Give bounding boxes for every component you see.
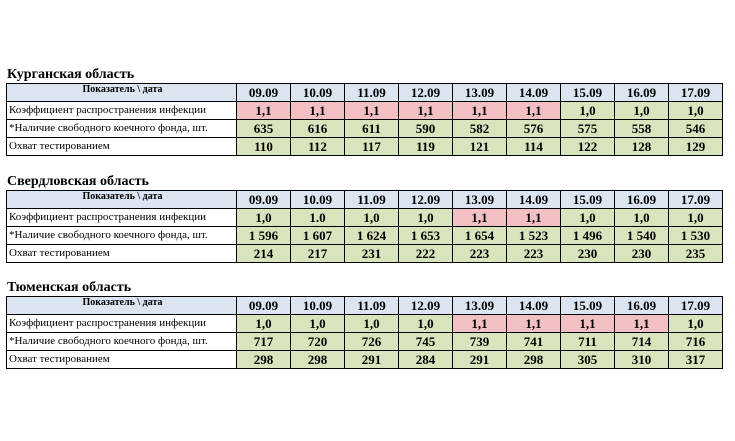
date-header: 12.09	[399, 84, 453, 102]
value-cell: 558	[615, 120, 669, 138]
value-cell: 1,1	[291, 102, 345, 120]
region-table	[6, 190, 723, 263]
value-cell: 1,0	[237, 315, 291, 333]
value-cell: 114	[507, 138, 561, 156]
value-cell: 223	[507, 245, 561, 263]
header-row	[7, 191, 723, 209]
region-block	[6, 280, 723, 369]
value-cell: 1,0	[237, 209, 291, 227]
header-label: Показатель \ дата	[7, 191, 237, 209]
value-cell: 1 530	[669, 227, 723, 245]
value-cell: 1 607	[291, 227, 345, 245]
value-cell: 1 624	[345, 227, 399, 245]
value-cell: 235	[669, 245, 723, 263]
value-cell: 546	[669, 120, 723, 138]
value-cell: 1 653	[399, 227, 453, 245]
value-cell: 590	[399, 120, 453, 138]
row-label: *Наличие свободного коечного фонда, шт.	[7, 120, 237, 138]
row-label: Охват тестированием	[7, 351, 237, 369]
value-cell: 284	[399, 351, 453, 369]
table-row	[7, 102, 723, 120]
value-cell: 1,1	[507, 315, 561, 333]
table-row	[7, 245, 723, 263]
value-cell: 575	[561, 120, 615, 138]
value-cell: 223	[453, 245, 507, 263]
value-cell: 214	[237, 245, 291, 263]
date-header: 16.09	[615, 297, 669, 315]
date-header: 12.09	[399, 191, 453, 209]
value-cell: 129	[669, 138, 723, 156]
value-cell: 119	[399, 138, 453, 156]
row-label: Охват тестированием	[7, 138, 237, 156]
header-label: Показатель \ дата	[7, 84, 237, 102]
region-block	[6, 174, 723, 263]
table-row	[7, 315, 723, 333]
value-cell: 230	[615, 245, 669, 263]
table-row	[7, 333, 723, 351]
value-cell: 711	[561, 333, 615, 351]
value-cell: 298	[291, 351, 345, 369]
value-cell: 1 596	[237, 227, 291, 245]
date-header: 17.09	[669, 84, 723, 102]
value-cell: 1,1	[237, 102, 291, 120]
table-row	[7, 351, 723, 369]
value-cell: 1,0	[399, 209, 453, 227]
value-cell: 1,0	[561, 209, 615, 227]
date-header: 11.09	[345, 297, 399, 315]
table-row	[7, 209, 723, 227]
date-header: 13.09	[453, 191, 507, 209]
header-row	[7, 84, 723, 102]
value-cell: 117	[345, 138, 399, 156]
date-header: 09.09	[237, 191, 291, 209]
region-title: Курганская область	[7, 67, 135, 82]
value-cell: 741	[507, 333, 561, 351]
value-cell: 745	[399, 333, 453, 351]
date-header: 11.09	[345, 84, 399, 102]
value-cell: 1,1	[453, 102, 507, 120]
row-label: *Наличие свободного коечного фонда, шт.	[7, 227, 237, 245]
value-cell: 1,1	[561, 315, 615, 333]
value-cell: 128	[615, 138, 669, 156]
date-header: 10.09	[291, 84, 345, 102]
date-header: 13.09	[453, 297, 507, 315]
value-cell: 1,0	[669, 102, 723, 120]
value-cell: 110	[237, 138, 291, 156]
value-cell: 611	[345, 120, 399, 138]
region-block	[6, 67, 723, 156]
date-header: 11.09	[345, 191, 399, 209]
row-label: Охват тестированием	[7, 245, 237, 263]
value-cell: 714	[615, 333, 669, 351]
value-cell: 1,1	[345, 102, 399, 120]
value-cell: 1 540	[615, 227, 669, 245]
value-cell: 726	[345, 333, 399, 351]
value-cell: 1,0	[291, 315, 345, 333]
value-cell: 576	[507, 120, 561, 138]
date-header: 15.09	[561, 84, 615, 102]
value-cell: 1,0	[669, 209, 723, 227]
value-cell: 1 654	[453, 227, 507, 245]
value-cell: 298	[237, 351, 291, 369]
value-cell: 1,1	[507, 209, 561, 227]
table-row	[7, 138, 723, 156]
date-header: 13.09	[453, 84, 507, 102]
value-cell: 717	[237, 333, 291, 351]
date-header: 15.09	[561, 191, 615, 209]
value-cell: 739	[453, 333, 507, 351]
value-cell: 1,0	[399, 315, 453, 333]
date-header: 16.09	[615, 191, 669, 209]
row-label: Коэффициент распространения инфекции	[7, 102, 237, 120]
value-cell: 720	[291, 333, 345, 351]
date-header: 16.09	[615, 84, 669, 102]
value-cell: 1,0	[345, 209, 399, 227]
value-cell: 121	[453, 138, 507, 156]
value-cell: 1.0	[291, 209, 345, 227]
value-cell: 298	[507, 351, 561, 369]
value-cell: 1,1	[399, 102, 453, 120]
date-header: 10.09	[291, 191, 345, 209]
table-row	[7, 120, 723, 138]
date-header: 14.09	[507, 191, 561, 209]
value-cell: 230	[561, 245, 615, 263]
value-cell: 1,1	[453, 209, 507, 227]
row-label: Коэффициент распространения инфекции	[7, 209, 237, 227]
value-cell: 716	[669, 333, 723, 351]
date-header: 10.09	[291, 297, 345, 315]
header-label: Показатель \ дата	[7, 297, 237, 315]
value-cell: 616	[291, 120, 345, 138]
value-cell: 112	[291, 138, 345, 156]
row-label: *Наличие свободного коечного фонда, шт.	[7, 333, 237, 351]
value-cell: 231	[345, 245, 399, 263]
date-header: 14.09	[507, 297, 561, 315]
header-row	[7, 297, 723, 315]
value-cell: 122	[561, 138, 615, 156]
value-cell: 1,0	[561, 102, 615, 120]
value-cell: 582	[453, 120, 507, 138]
date-header: 14.09	[507, 84, 561, 102]
date-header: 12.09	[399, 297, 453, 315]
date-header: 09.09	[237, 84, 291, 102]
row-label: Коэффициент распространения инфекции	[7, 315, 237, 333]
value-cell: 1,1	[453, 315, 507, 333]
value-cell: 1,1	[615, 315, 669, 333]
date-header: 17.09	[669, 191, 723, 209]
value-cell: 317	[669, 351, 723, 369]
value-cell: 1 496	[561, 227, 615, 245]
value-cell: 1,1	[507, 102, 561, 120]
value-cell: 222	[399, 245, 453, 263]
value-cell: 1,0	[345, 315, 399, 333]
value-cell: 1,0	[669, 315, 723, 333]
value-cell: 217	[291, 245, 345, 263]
date-header: 15.09	[561, 297, 615, 315]
table-row	[7, 227, 723, 245]
region-table	[6, 296, 723, 369]
region-title: Свердловская область	[7, 174, 149, 189]
value-cell: 1,0	[615, 209, 669, 227]
value-cell: 291	[453, 351, 507, 369]
value-cell: 310	[615, 351, 669, 369]
value-cell: 1 523	[507, 227, 561, 245]
region-table	[6, 83, 723, 156]
region-title: Тюменская область	[7, 280, 132, 295]
date-header: 17.09	[669, 297, 723, 315]
value-cell: 291	[345, 351, 399, 369]
value-cell: 305	[561, 351, 615, 369]
date-header: 09.09	[237, 297, 291, 315]
value-cell: 635	[237, 120, 291, 138]
value-cell: 1,0	[615, 102, 669, 120]
